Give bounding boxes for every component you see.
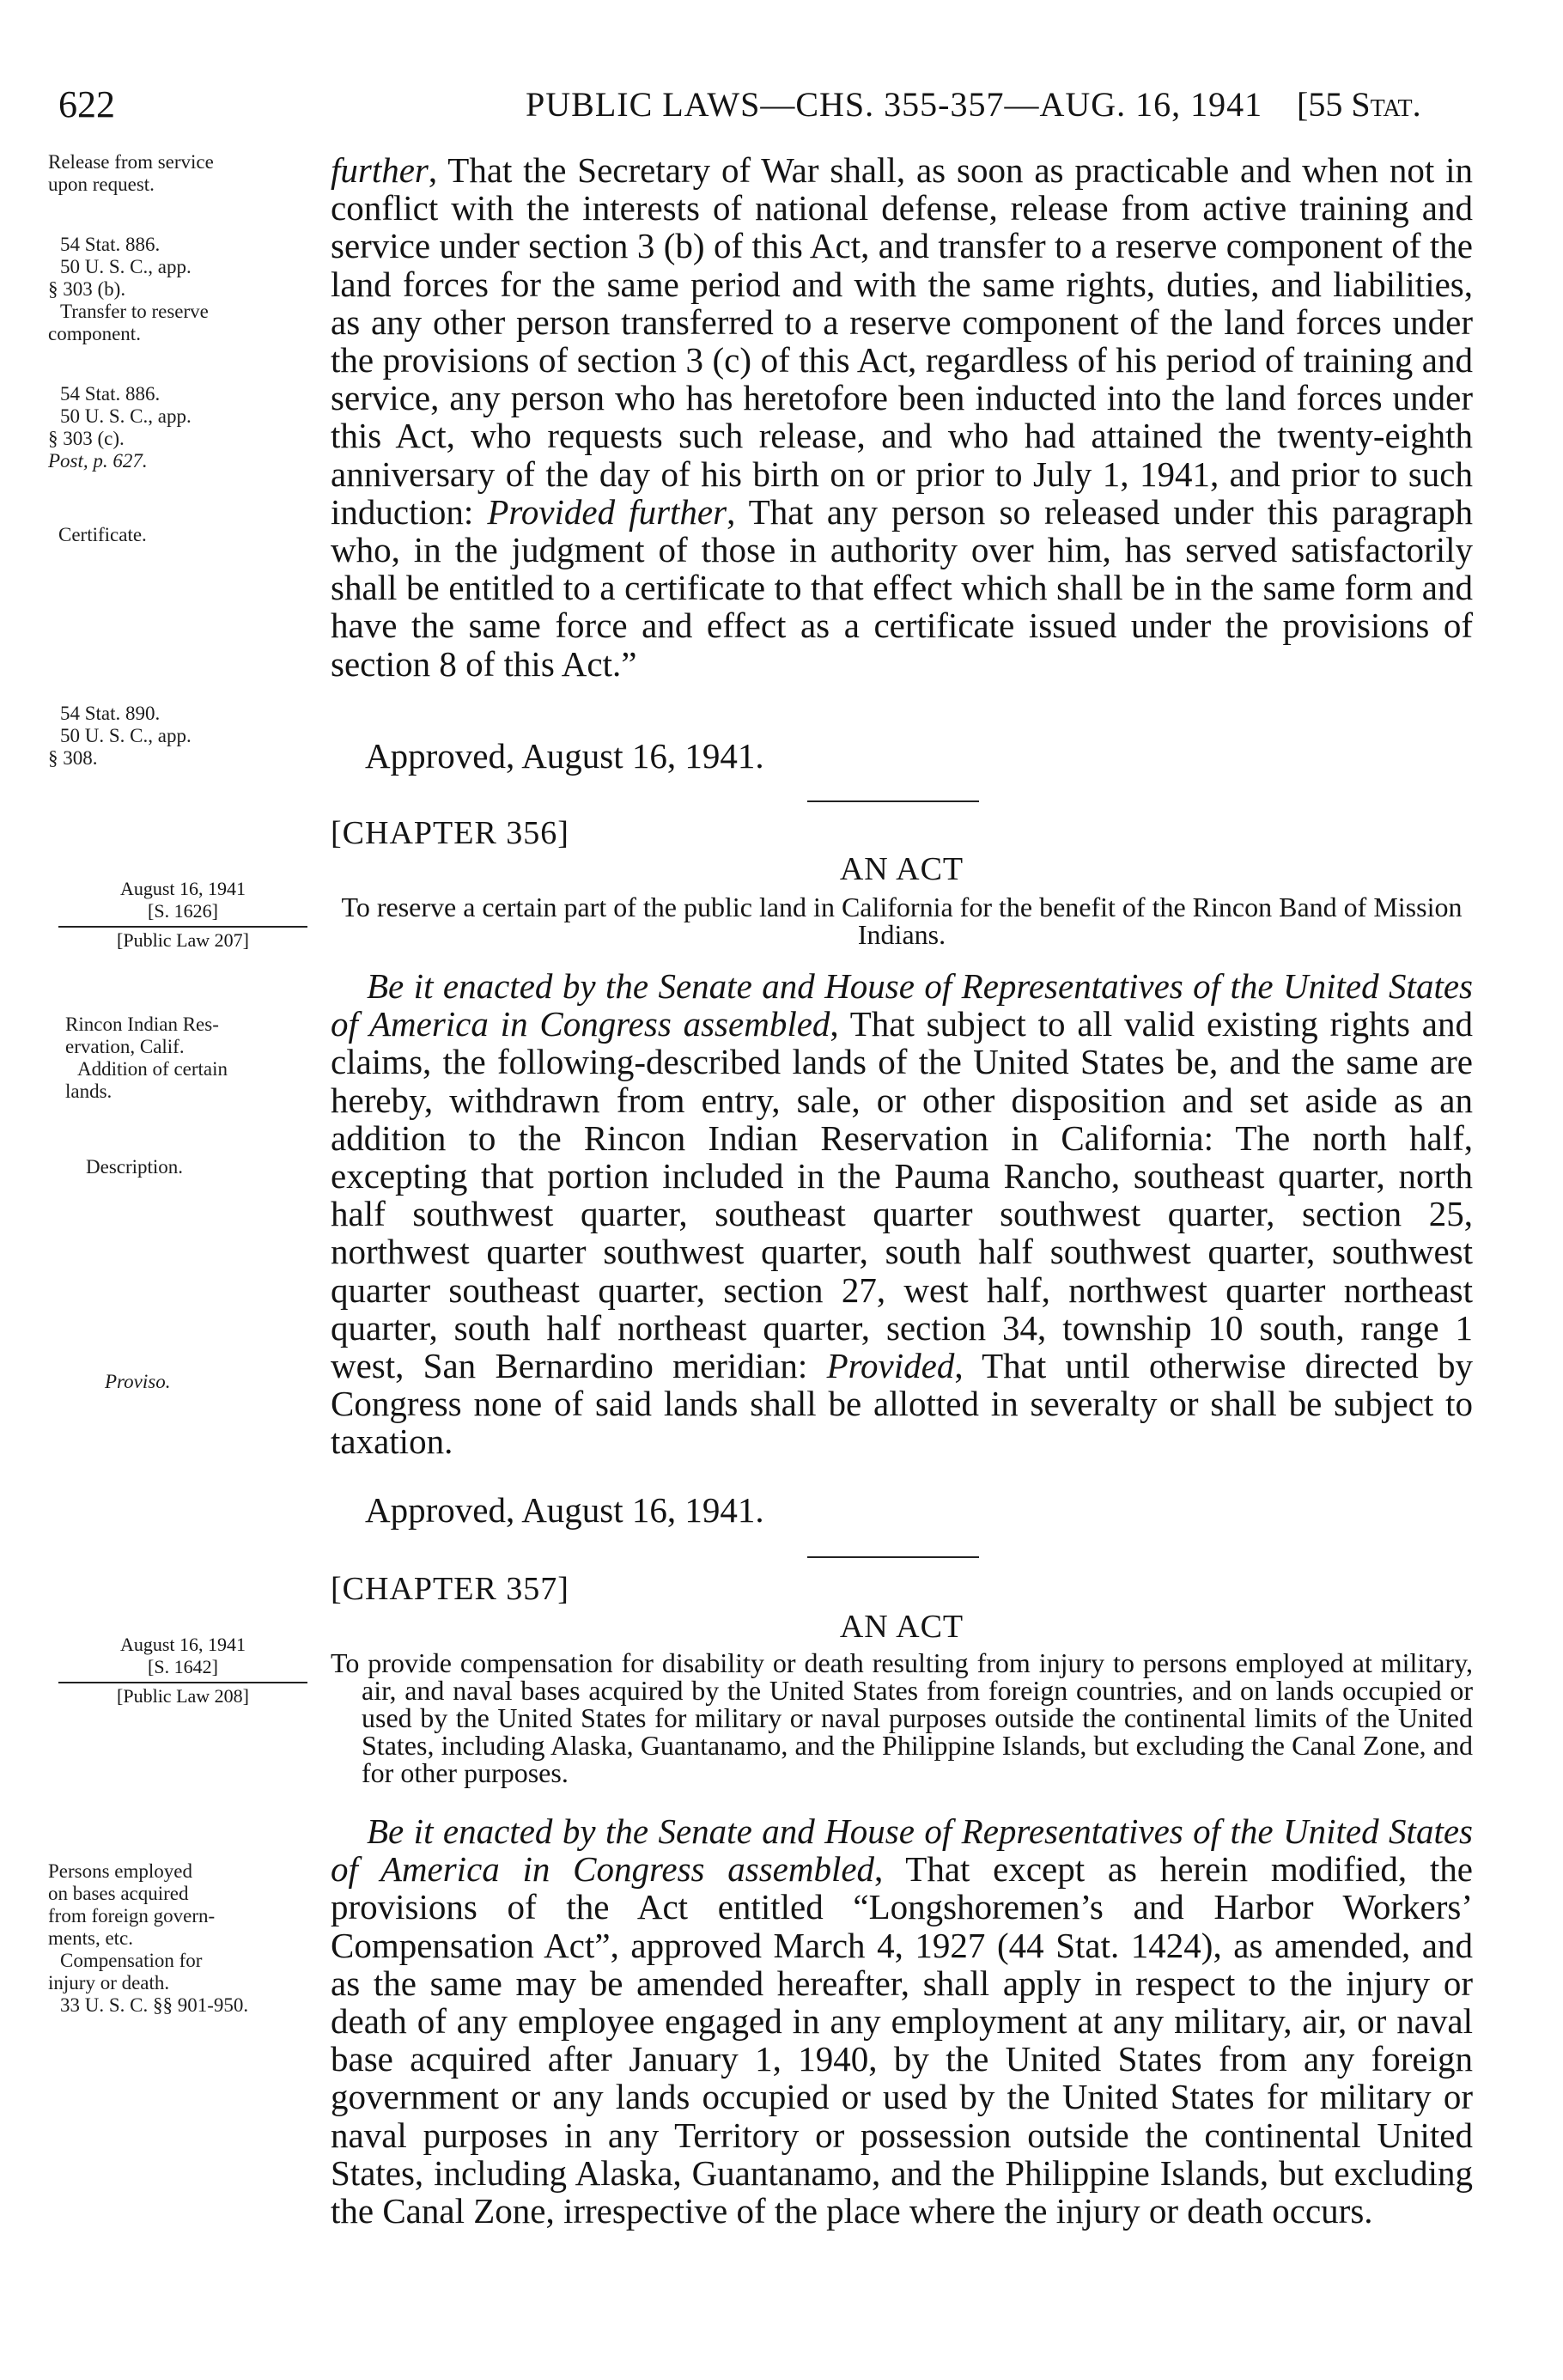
further-word: further	[331, 150, 429, 190]
margin-note-description: Description.	[86, 1156, 184, 1178]
approved-chapter-355: Approved, August 16, 1941.	[365, 736, 764, 776]
running-title: PUBLIC LAWS—CHS. 355-357—AUG. 16, 1941	[526, 85, 1263, 124]
provided-356: Provided	[826, 1346, 955, 1386]
chapter-356-an-act: AN ACT	[839, 851, 964, 887]
margin-note-certificate: Certificate.	[58, 524, 147, 545]
session-note-357: August 16, 1941 [S. 1642] [Public Law 208]	[50, 1634, 316, 1707]
session-note-356: August 16, 1941 [S. 1626] [Public Law 207]	[50, 878, 316, 952]
chapter-357-an-act: AN ACT	[839, 1609, 964, 1645]
chapter-357-body: Be it enacted by the Senate and House of Representatives of the United States of America in Congress assembled, That except as herein modified, the provisions of the Act entitled “Longshoremen’s and Harbor Workers’ Compensation Act”, approved March 4, 1927 (44 Stat. 1424), as amended, and as the same may be amended hereafter, shall apply in respect to the injury or death of any employee engaged in any employment at any military, air, or naval base acquired after January 1, 1940, by the United States from any foreign government or any lands occupied or used by the United States for military or naval purposes in any Territory or possession outside the continental United States, including Alaska, Guantanamo, and the Philippine Islands, but excluding the Canal Zone, irrespective of the place where the injury or death occurs.	[331, 1811, 1473, 2231]
margin-note-persons: Persons employed on bases acquired from foreign govern- ments, etc. Compensation for injury or death. 33 U. S. C. §§ 901-950.	[48, 1860, 249, 2016]
section-divider	[807, 800, 979, 802]
provided-further: Provided further	[487, 491, 727, 532]
approved-chapter-356: Approved, August 16, 1941.	[365, 1490, 764, 1530]
section-continuation: further, That the Secretary of War shall, as soon as practicable and when not in conflict with the interests of national defense, release from active training and service under section 3 (b) of this Act, and transfer to a reserve component of the land forces for the same period and with the same rights, duties, and liabilities, as any other person transferred to a reserve component of the land forces under the provisions of section 3 (c) of this Act, regardless of his period of training and service, any person who has heretofore been inducted into the land forces under this Act, who requests such release, and who had attained the twenty-eighth anniversary of the day of his birth on or prior to July 1, 1941, and prior to such induction: Provided further, That any person so released under this paragraph who, in the judgment of those in authority over him, has served satisfactorily shall be entitled to a certificate to that effect which shall be in the same form and have the same force and effect as a certificate issued under the provisions of section 8 of this Act.”	[331, 150, 1474, 684]
chapter-356-body: Be it enacted by the Senate and House of Representatives of the United States of America in Congress assembled, That subject to all valid existing rights and claims, the following-described lands of the United States be, and the same are hereby, withdrawn from entry, sale, or other disposition and set aside as an addition to the Rincon Indian Reservation in California: The north half, excepting that portion included in the Pauma Rancho, southeast quarter, north half southwest quarter, southeast quarter southwest quarter, section 25, northwest quarter southwest quarter, south half southwest quarter, southwest quarter southeast quarter, section 27, west half, northwest quarter northeast quarter, south half northeast quarter, section 34, township 10 south, range 1 west, San Bernardino meridian: Provided, That until otherwise directed by Congress none of said lands shall be allotted in severalty or shall be subject to taxation.	[331, 966, 1473, 1462]
margin-note-rincon: Rincon Indian Res- ervation, Calif. Addition of certain lands.	[65, 1013, 228, 1102]
chapter-356-purpose: To reserve a certain part of the public land in California for the benefit of the Rincon Band of Mission Indians.	[341, 892, 1463, 950]
page-number: 622	[58, 83, 115, 125]
margin-note-transfer: Transfer to reserve component.	[48, 301, 209, 344]
margin-note-release: Release from service upon request.	[48, 151, 214, 195]
margin-note-ref-303c: 54 Stat. 886. 50 U. S. C., app. § 303 (c).	[48, 383, 192, 449]
margin-note-ref-303b: 54 Stat. 886. 50 U. S. C., app. § 303 (b).	[48, 234, 192, 300]
margin-note-post: Post, p. 627.	[48, 450, 148, 472]
section-divider-2	[807, 1556, 979, 1558]
chapter-357-label: [CHAPTER 357]	[331, 1571, 569, 1607]
margin-note-proviso: Proviso.	[105, 1371, 171, 1392]
chapter-356-label: [CHAPTER 356]	[331, 815, 569, 851]
stat-reference: [55 Stat.	[1297, 85, 1421, 124]
chapter-357-purpose: To provide compensation for disability or death resulting from injury to persons employed at military, air, and naval bases acquired by the United States from foreign countries, and on lands occupied or used by the United States for military or naval purposes outside the continental limits of the United States, including Alaska, Guantanamo, and the Philippine Islands, but excluding the Canal Zone, and for other purposes.	[331, 1647, 1473, 1788]
enacting-clause-357: Be it enacted by the Senate and House of Representatives of the United States of America in Congress assembled	[331, 1811, 1473, 1890]
margin-note-ref-308: 54 Stat. 890. 50 U. S. C., app. § 308.	[48, 703, 192, 769]
enacting-clause-356: Be it enacted by the Senate and House of Representatives of the United States of America in Congress assembled	[331, 966, 1473, 1044]
